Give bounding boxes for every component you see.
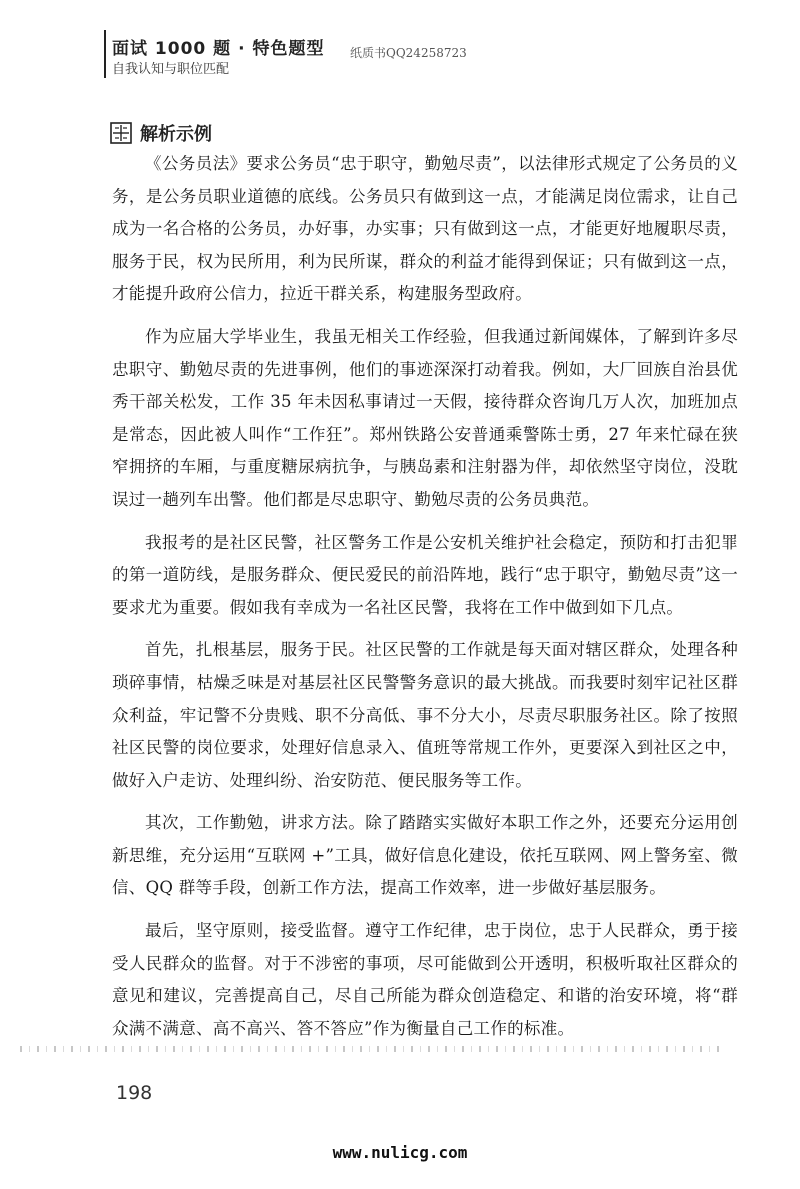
section-heading-label: 解析示例 bbox=[140, 124, 212, 145]
article-body bbox=[112, 148, 738, 1055]
footer-url: www.nulicg.com bbox=[332, 1143, 468, 1162]
paragraph: 作为应届大学毕业生，我虽无相关工作经验，但我通过新闻媒体，了解到许多尽忠职守、勤勉尽责的先进事例，他们的事迹深深打动着我。例如，大厂回族自治县优秀干部关松发，工作 35 年未因私事请过一天假，接待群众咨询几万人次，加班加点是常态，因此被人叫作“工作狂”。郑州铁路公安普通乘警陈士勇，27 年来忙碌在狭窄拥挤的车厢，与重度糖尿病抗争，与胰岛素和注射器为伴，却依然坚守岗位，没耽误过一趟列车出警。他们都是尽忠职守、勤勉尽责的公务员典范。 bbox=[112, 326, 738, 509]
top-watermark: 纸质书QQ24258723 bbox=[350, 46, 467, 60]
chapter-subtitle: 自我认知与职位匹配 bbox=[112, 62, 230, 77]
header-divider bbox=[104, 30, 106, 78]
paragraph: 其次，工作勤勉，讲求方法。除了踏踏实实做好本职工作之外，还要充分运用创新思维，充分运用“互联网 +”工具，做好信息化建设，依托互联网、网上警务室、微信、QQ 群等手段，创新工作方法，提高工作效率，进一步做好基层服务。 bbox=[112, 813, 738, 898]
scan-noise-line bbox=[20, 1046, 720, 1052]
paragraph: 最后，坚守原则，接受监督。遵守工作纪律，忠于岗位，忠于人民群众，勇于接受人民群众的监督。对于不涉密的事项，尽可能做到公开透明，积极听取社区群众的意见和建议，完善提高自己，尽自己所能为群众创造稳定、和谐的治安环境，将“群众满不满意、高不高兴、答不答应”作为衡量自己工作的标准。 bbox=[112, 921, 738, 1038]
section-heading bbox=[110, 120, 212, 146]
page-number: 198 bbox=[116, 1082, 153, 1104]
book-title: 面试 1000 题 · 特色题型 bbox=[112, 39, 325, 59]
paragraph: 我报考的是社区民警，社区警务工作是公安机关维护社会稳定，预防和打击犯罪的第一道防线，是服务群众、便民爱民的前沿阵地，践行“忠于职守，勤勉尽责”这一要求尤为重要。假如我有幸成为一名社区民警，我将在工作中做到如下几点。 bbox=[112, 532, 738, 617]
grid-icon bbox=[110, 122, 132, 144]
paragraph: 首先，扎根基层，服务于民。社区民警的工作就是每天面对辖区群众，处理各种琐碎事情，枯燥乏味是对基层社区民警警务意识的最大挑战。而我要时刻牢记社区群众利益，牢记警不分贵贱、职不分高低、事不分大小，尽责尽职服务社区。除了按照社区民警的岗位要求，处理好信息录入、值班等常规工作外，更要深入到社区之中，做好入户走访、处理纠纷、治安防范、便民服务等工作。 bbox=[112, 640, 738, 790]
paragraph: 《公务员法》要求公务员“忠于职守，勤勉尽责”，以法律形式规定了公务员的义务，是公务员职业道德的底线。公务员只有做到这一点，才能满足岗位需求，让自己成为一名合格的公务员，办好事，办实事；只有做到这一点，才能更好地履职尽责，服务于民，权为民所用，利为民所谋，群众的利益才能得到保证；只有做到这一点，才能提升政府公信力，拉近干群关系，构建服务型政府。 bbox=[112, 154, 738, 304]
